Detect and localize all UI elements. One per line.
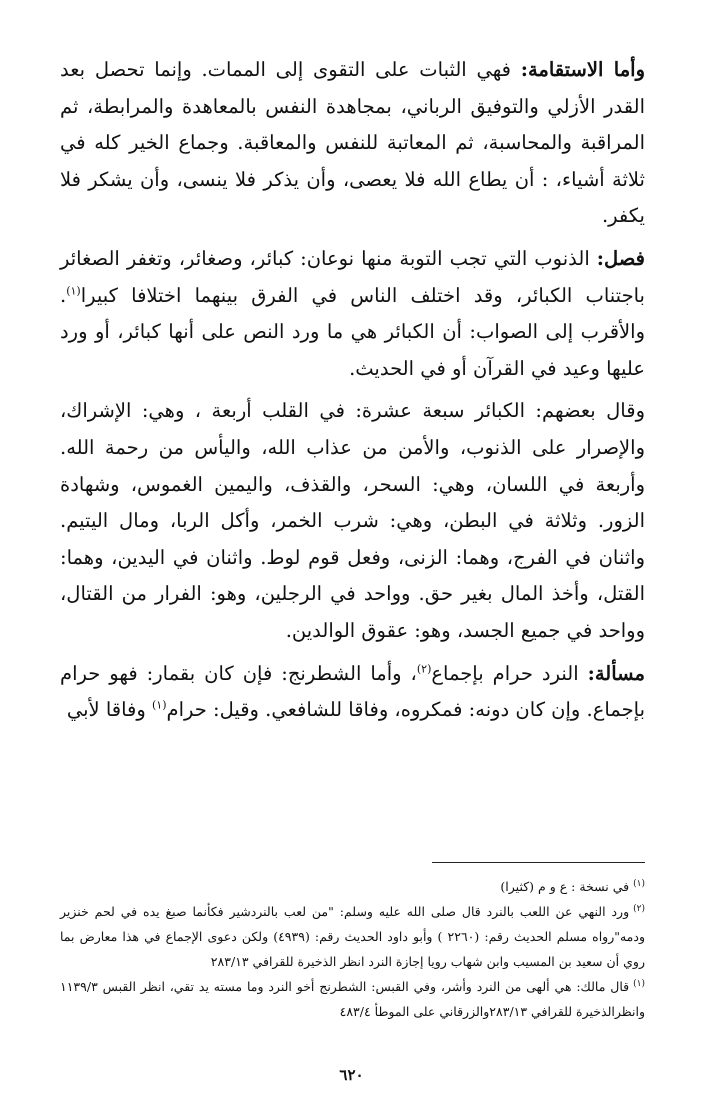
footnote [60, 899, 645, 974]
page-number: ٦٢٠ [339, 1066, 364, 1084]
paragraph-text: الذنوب التي تجب التوبة منها نوعان: كبائر، وصغائر، وتغفر الصغائر باجتناب الكبائر، وقد اختلف الناس في الفرق بينهما اختلافا كبيرا [60, 246, 645, 307]
paragraph-text: وفاقا لأبي [66, 698, 152, 722]
paragraph-text: . والأقرب إلى الصواب: أن الكبائر هي ما ورد النص على أنها كبائر، أو ورد عليها وعيد في القرآن أو في الحديث. [60, 283, 645, 380]
paragraph-heading: فصل: [596, 246, 645, 270]
footnote-marker: (١) [633, 978, 645, 989]
footnote-reference: (٢) [416, 662, 432, 675]
footnote [60, 874, 645, 899]
paragraph-kabair [60, 393, 645, 649]
footnote-text: قال مالك: هي ألهى من النرد وأشر، وفي القبس: الشطرنج أخو النرد وما مسته يد تقي، انظر القبس ١١٣٩/٣ وانظرالذخيرة للقرافي ٢٨٣/١٣والزرقاني على الموطأ ٤٨٣/٤ [60, 979, 645, 1019]
paragraph-heading: مسألة: [587, 661, 646, 685]
footnote-reference: (١) [66, 284, 81, 298]
paragraph-text: ، وأما الشطرنج: فإن كان بقمار: فهو حرام بإجماع. وإن كان دونه: فمكروه، وفاقا للشافعي. وقيل: حرام [60, 661, 645, 722]
footnote-marker: (٢) [633, 903, 645, 914]
paragraph-istiqama [60, 52, 645, 235]
footnote-text: في نسخة : ع و م (كثيرا) [500, 879, 630, 894]
footnotes [60, 874, 645, 1024]
paragraph-masala [60, 656, 645, 729]
main-text [60, 52, 645, 735]
footnote-reference: (١) [152, 698, 167, 712]
footnote-marker: (١) [633, 878, 645, 889]
paragraph-heading: وأما الاستقامة: [520, 58, 645, 81]
paragraph-fasl [60, 241, 645, 387]
footnote-divider [432, 862, 645, 863]
paragraph-text: فهي الثبات على التقوى إلى الممات. وإنما تحصل بعد القدر الأزلي والتوفيق الرباني، بمجاهدة النفس بالمعاهدة والمرابطة، ثم المراقبة والمحاسبة، ثم المعاتبة للنفس والمعاقبة. وجماع الخير كله في ثلاثة أشياء، : أن يطاع الله فلا يعصى، وأن يذكر فلا ينسى، وأن يشكر فلا يكفر. [60, 58, 645, 228]
paragraph-text: وقال بعضهم: الكبائر سبعة عشرة: في القلب أربعة ، وهي: الإشراك، والإصرار على الذنوب، والأمن من عذاب الله، واليأس من رحمة الله. وأربعة في اللسان، وهي: السحر، والقذف، واليمين الغموس، وشهادة الزور. وثلاثة في البطن، وهي: شرب الخمر، وأكل الربا، ومال اليتيم. واثنان في الفرج، وهما: الزنى، وفعل قوم لوط. واثنان في اليدين، وهما: القتل، وأخذ المال بغير حق. وواحد في الرجلين، وهو: الفرار من القتال، وواحد في جميع الجسد، وهو: عقوق الوالدين. [60, 399, 645, 642]
footnote [60, 974, 645, 1024]
footnote-text: ورد النهي عن اللعب بالنرد قال صلى الله عليه وسلم: "من لعب بالنردشير فكأنما صبغ يده في لحم خنزير ودمه"رواه مسلم الحديث رقم: (٢٢٦٠ ) وأبو داود الحديث رقم: (٤٩٣٩) ولكن دعوى الإجماع في هذا معارض بما روي أن سعيد بن المسيب وابن شهاب رويا إجازة النرد انظر الذخيرة للقرافي ٢٨٣/١٣ [60, 904, 645, 969]
paragraph-text: النرد حرام بإجماع [431, 661, 588, 685]
